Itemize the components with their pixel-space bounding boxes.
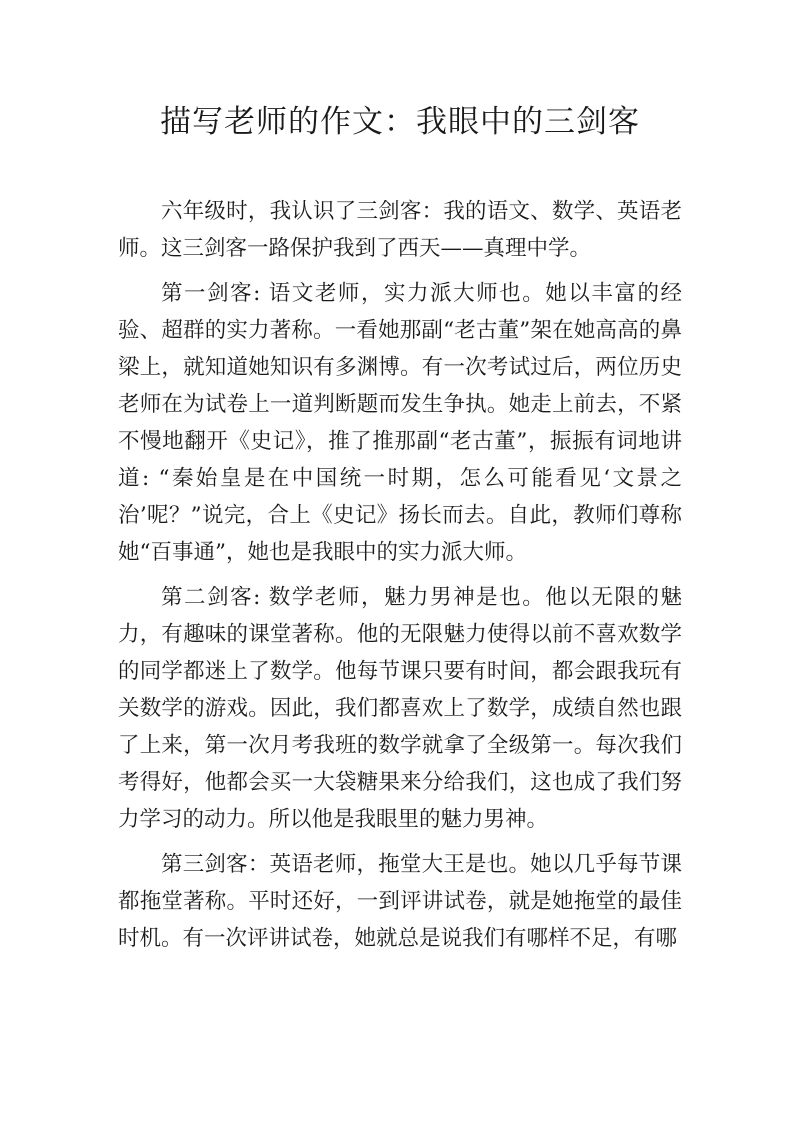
essay-body	[118, 193, 682, 957]
paragraph-third-swordsman: 第三剑客：英语老师，拖堂大王是也。她以几乎每节课都拖堂著称。平时还好，一到评讲试卷，就是她拖堂的最佳时机。有一次评讲试卷，她就总是说我们有哪样不足，有哪	[118, 852, 682, 951]
page-title: 描写老师的作文：我眼中的三剑客	[160, 104, 640, 140]
paragraph-intro: 六年级时，我认识了三剑客：我的语文、数学、英语老师。这三剑客一路保护我到了西天——真理中学。	[118, 199, 682, 261]
paragraph-first-swordsman: 第一剑客: 语文老师，实力派大师也。她以丰富的经验、超群的实力著称。一看她那副“老古董”架在她高高的鼻梁上，就知道她知识有多渊博。有一次考试过后，两位历史老师在为试卷上一道判断题而发生争执。她走上前去，不紧不慢地翻开《史记》，推了推那副“老古董”，振振有词地讲道: “秦始皇是在中国统一时期，怎么可能看见‘文景之治’呢？”说完，合上《史记》扬长而去。自此，教师们尊称她“百事通”，她也是我眼中的实力派大师。	[118, 281, 682, 565]
paragraph-second-swordsman: 第二剑客: 数学老师，魅力男神是也。他以无限的魅力，有趣味的课堂著称。他的无限魅力使得以前不喜欢数学的同学都迷上了数学。他每节课只要有时间，都会跟我玩有关数学的游戏。因此，我们都喜欢上了数学，成绩自然也跟了上来，第一次月考我班的数学就拿了全级第一。每次我们考得好，他都会买一大袋糖果来分给我们，这也成了我们努力学习的动力。所以他是我眼里的魅力男神。	[118, 585, 682, 832]
